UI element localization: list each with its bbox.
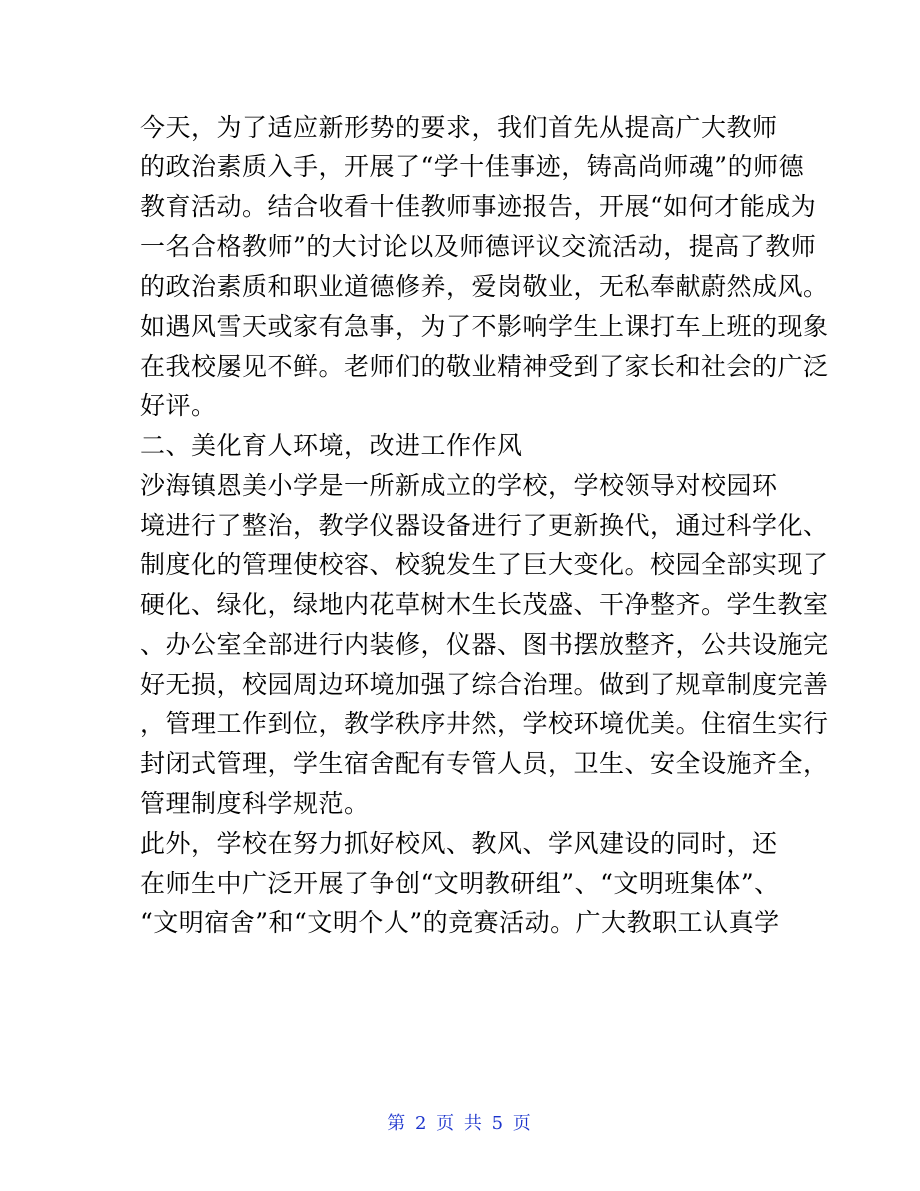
body-text-line: 的政治素质和职业道德修养，爱岗敬业，无私奉献蔚然成风。 [140, 272, 829, 301]
body-text-line: 教育活动。结合收看十佳教师事迹报告，开展“如何才能成为 [140, 192, 817, 221]
body-text-line: 境进行了整治，教学仪器设备进行了更新换代，通过科学化、 [140, 511, 829, 540]
section-heading: 二、美化育人环境，改进工作作风 [140, 431, 523, 460]
body-text-line: 如遇风雪天或家有急事，为了不影响学生上课打车上班的现象 [140, 312, 829, 341]
body-text-line: 在我校屡见不鲜。老师们的敬业精神受到了家长和社会的广泛 [140, 352, 829, 381]
body-text-line: 今天，为了适应新形势的要求，我们首先从提高广大教师 [140, 113, 778, 142]
body-text-line: 一名合格教师”的大讨论以及师德评议交流活动，提高了教师 [140, 232, 817, 261]
body-text-line: 的政治素质入手，开展了“学十佳事迹，铸高尚师魂”的师德 [140, 152, 805, 181]
body-text-line: 好无损，校园周边环境加强了综合治理。做到了规章制度完善 [140, 670, 829, 699]
body-text-line: 制度化的管理使校容、校貌发生了巨大变化。校园全部实现了 [140, 550, 829, 579]
body-text-line: ，管理工作到位，教学秩序井然，学校环境优美。住宿生实行 [140, 709, 829, 738]
page-number-footer: 第 2 页 共 5 页 [387, 1113, 533, 1134]
body-text-line: 沙海镇恩美小学是一所新成立的学校，学校领导对校园环 [140, 471, 778, 500]
body-text-line: 此外，学校在努力抓好校风、教风、学风建设的同时，还 [140, 829, 778, 858]
body-text-line: 硬化、绿化，绿地内花草树木生长茂盛、干净整齐。学生教室 [140, 590, 829, 619]
body-text-line: 、办公室全部进行内装修，仪器、图书摆放整齐，公共设施完 [140, 630, 829, 659]
body-text-line: 好评。 [140, 391, 217, 420]
body-text-line: “文明宿舍”和“文明个人”的竞赛活动。广大教职工认真学 [140, 908, 780, 937]
body-text-line: 管理制度科学规范。 [140, 789, 370, 818]
body-text-line: 在师生中广泛开展了争创“文明教研组”、“文明班集体”、 [140, 869, 780, 898]
body-text-line: 封闭式管理，学生宿舍配有专管人员，卫生、安全设施齐全， [140, 749, 829, 778]
